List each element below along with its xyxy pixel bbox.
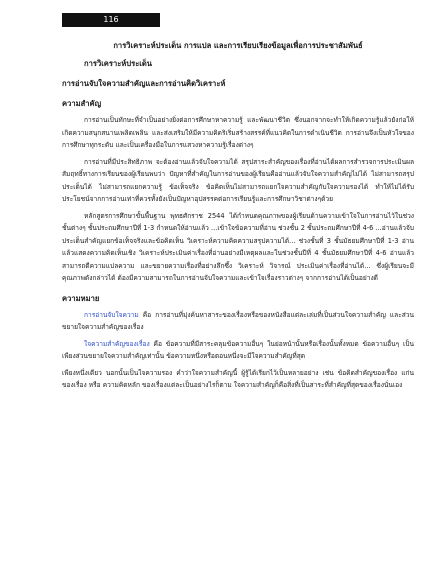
paragraph-2: การอ่านที่มีประสิทธิภาพ จะต้องอ่านแล้วจับใจความได้ สรุปสาระสำคัญของเรื่องที่อ่านได้ผลการสำรวจการประเมินผลสัมฤทธิ์ทางการเรียนของผู้เรียนพบว่า ปัญหาที่สำคัญในการอ่านของผู้เรียนคืออ่านแล้วจับใจความสำคัญไม่ได้ ไม่สามารถสรุปประเด็นได้ ไม่สามารถแยกความรู้ ข้อเท็จจริง ข้อคิดเห็นไม่สามารถแยกใจความสำคัญกับใจความรองได้ ทำให้ไม่ได้รับประโยชน์จากการอ่านเท่าที่ควรทั้งยังเป็นปัญหาอุปสรรคต่อการเรียนรู้และการศึกษาวิชาต่างๆด้วย (62, 157, 414, 203)
subheading-meaning: ความหมาย (62, 293, 100, 303)
paragraph-4 (62, 309, 414, 334)
page-number-bar (62, 13, 160, 27)
paragraph-4-text: คือ การอ่านที่มุ่งค้นหาสาระของเรื่องหรือของหนังสือแต่ละเล่มที่เป็นส่วนใจความสำคัญ และส่วนขยายใจความสำคัญของเรื่อง (62, 310, 414, 331)
paragraph-3: หลักสูตรการศึกษาขั้นพื้นฐาน พุทธศักราช 2544 ได้กำหนดคุณภาพของผู้เรียนด้านความเข้าใจในการอ่านไว้ในช่วงชั้นต่างๆ ชั้นประถมศึกษาปีที่ 1-3 กำหนดให้อ่านแล้ว ...เข้าใจข้อความที่อ่าน ช่วงชั้น 2 ชั้นประถมศึกษาปีที่ 4-6 ...อ่านแล้วจับประเด็นสำคัญแยกข้อเท็จจริงและข้อคิดเห็น วิเคราะห์ความคิดความสรุปความได้... ช่วงชั้นที่ 3 ชั้นมัธยมศึกษาปีที่ 1-3 อ่านแล้วแสดงความคิดเห็นเชิง วิเคราะห์ประเมินค่าเรื่องที่อ่านอย่างมีเหตุผลและในช่วงชั้นปีที่ 4 ชั้นมัธยมศึกษาปีที่ 4-6 อ่านแล้วสามารถตีความแปลความ และขยายความเรื่องที่อย่างลึกซึ้ง วิเคราะห์ วิจารณ์ ประเมินค่าเรื่องที่อ่านได้... ซึ่งผู้เรียนจะมีคุณภาพดังกล่าวได้ ต้องมีความสามารถในการอ่านจับใจความและเข้าใจเรื่องราวต่างๆ จากการอ่านได้เป็นอย่างดี (62, 211, 414, 282)
term-main-idea: ใจความสำคัญของเรื่อง (84, 339, 150, 348)
section-heading: การอ่านจับใจความสำคัญและการอ่านคิดวิเคราะห์ (62, 79, 226, 88)
document-subtitle: การวิเคราะห์ประเด็น (84, 59, 153, 68)
paragraph-6: เพียงหนึ่งเดียว นอกนั้นเป็นใจความรอง คำว่าใจความสำคัญนี้ ผู้รู้ได้เรียกไว้เป็นหลายอย่าง เช่น ข้อคิดสำคัญของเรื่อง แก่นของเรื่อง หรือ ความคิดหลัก ของเรื่องแต่ละเป็นอย่างไรก็ตาม ใจความสำคัญก็คือสิ่งที่เป็นสาระที่สำคัญที่สุดของเรื่องนั่นเอง (62, 368, 414, 389)
paragraph-1: การอ่านเป็นทักษะที่จำเป็นอย่างยิ่งต่อการศึกษาหาความรู้ และพัฒนาชีวิต ซึ่งนอกจากจะทำให้เกิดความรู้แล้วยังก่อให้เกิดความสนุกสนานเพลิดเพลิน และส่งเสริมให้มีความคิดริเริ่มสร้างสรรค์ที่แนวคิดในการดำเนินชีวิต การอ่านจึงเป็นหัวใจของการศึกษาทุกระดับ และเป็นเครื่องมือในการแสวงหาความรู้เรื่องต่างๆ (62, 116, 414, 149)
term-main-idea-reading: การอ่านจับใจความ (84, 310, 139, 319)
page-number: 116 (103, 15, 119, 24)
paragraph-5 (62, 338, 414, 363)
paragraph-5-text: คือ ข้อความที่มีสาระคลุมข้อความอื่นๆ ในย่อหน้านั้นหรือเรื่องนั้นทั้งหมด ข้อความอื่นๆ เป็นเพียงส่วนขยายใจความสำคัญเท่านั้น ข้อความหนึ่งหรือตอนหนึ่งจะมีใจความสำคัญที่สุด (62, 339, 414, 360)
document-title: การวิเคราะห์ประเด็น การแปล และการเรียบเรียงข้อมูลเพื่อการประชาสัมพันธ์ (113, 41, 363, 50)
subheading-importance: ความสำคัญ (62, 99, 102, 108)
document-body (62, 36, 414, 392)
